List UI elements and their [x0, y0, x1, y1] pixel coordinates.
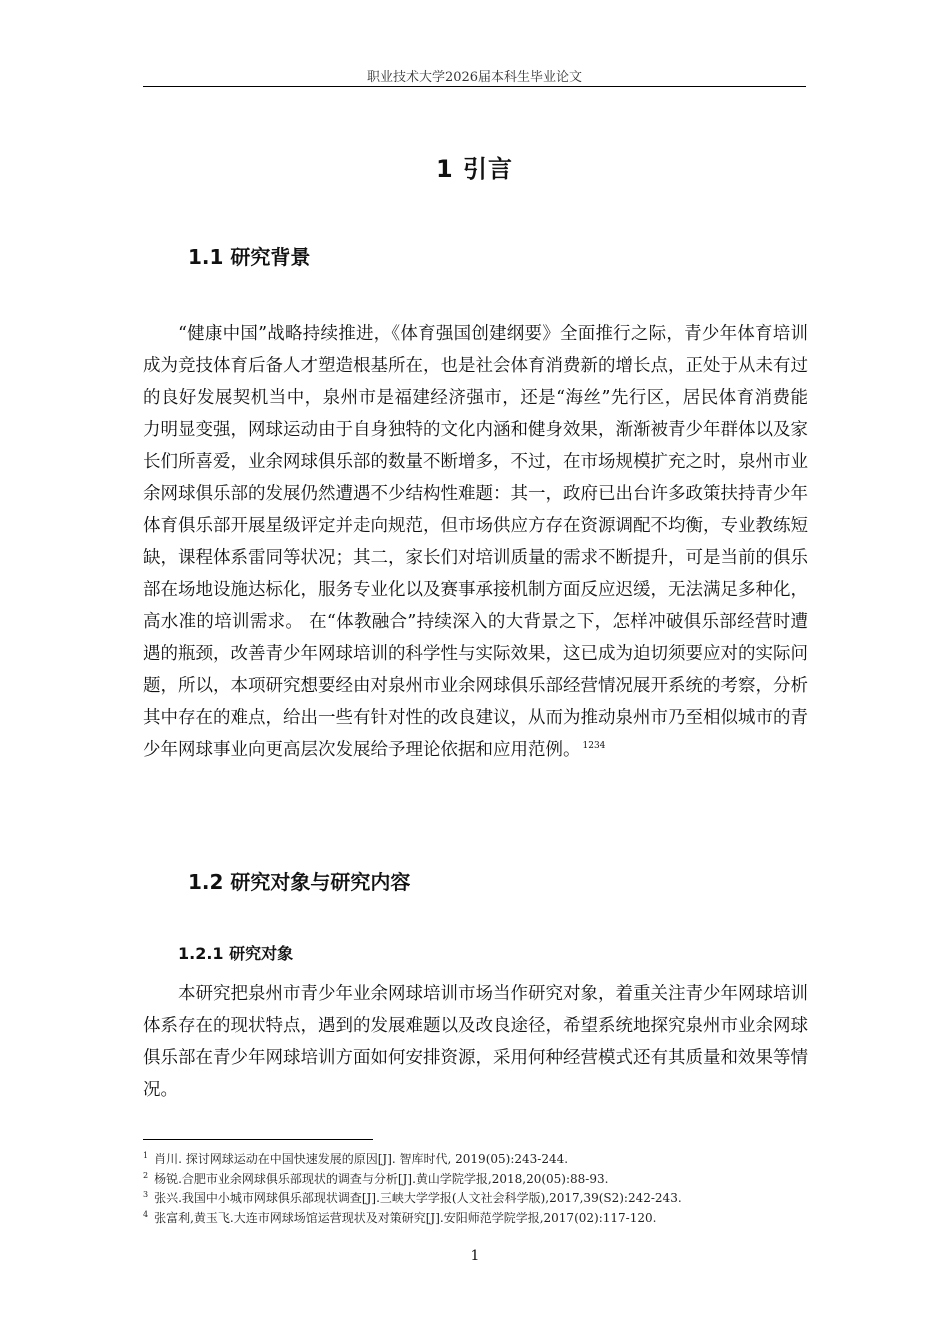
section-heading-1-2: 1.2 研究对象与研究内容: [188, 870, 411, 894]
running-header: 职业技术大学2026届本科生毕业论文: [366, 70, 583, 85]
footnote-item: [143, 1189, 808, 1209]
research-object-paragraph: 本研究把泉州市青少年业余网球培训市场当作研究对象，着重关注青少年网球培训体系存在的现状特点，遇到的发展难题以及改良途径，希望系统地探究泉州市业余网球俱乐部在青少年网球培训方面如何安排资源，采用何种经营模式还有其质量和效果等情况。: [143, 984, 808, 1100]
footnote-item: [143, 1209, 808, 1229]
chapter-title: 1 引言: [435, 155, 514, 183]
footnotes-list: [143, 1150, 808, 1228]
footnote-mark: 4: [143, 1209, 149, 1219]
footnote-text: 张兴.我国中小城市网球俱乐部现状调查[J].三峡大学学报(人文社会科学版),2017,39(S2):242-243.: [154, 1191, 682, 1205]
background-paragraph-text: “健康中国”战略持续推进，《体育强国创建纲要》全面推行之际，青少年体育培训成为竞技体育后备人才塑造根基所在，也是社会体育消费新的增长点，正处于从未有过的良好发展契机当中，泉州市是福建经济强市，还是“海丝”先行区，居民体育消费能力明显变强，网球运动由于自身独特的文化内涵和健身效果，渐渐被青少年群体以及家长们所喜爱，业余网球俱乐部的数量不断增多，不过，在市场规模扩充之时，泉州市业余网球俱乐部的发展仍然遭遇不少结构性难题：其一，政府已出台许多政策扶持青少年体育俱乐部开展星级评定并走向规范，但市场供应方存在资源调配不均衡，专业教练短缺，课程体系雷同等状况；其二，家长们对培训质量的需求不断提升，可是当前的俱乐部在场地设施达标化，服务专业化以及赛事承接机制方面反应迟缓，无法满足多种化，高水准的培训需求。 在“体教融合”持续深入的大背景之下，怎样冲破俱乐部经营时遭遇的瓶颈，改善青少年网球培训的科学性与实际效果，这已成为迫切须要应对的实际问题，所以，本项研究想要经由对泉州市业余网球俱乐部经营情况展开系统的考察，分析其中存在的难点，给出一些有针对性的改良建议，从而为推动泉州市乃至相似城市的青少年网球事业向更高层次发展给予理论依据和应用范例。: [143, 324, 808, 760]
footnote-mark: 1: [143, 1151, 149, 1160]
footnote-mark: 3: [143, 1190, 149, 1199]
footnote-text: 肖川. 探讨网球运动在中国快速发展的原因[J]. 智库时代, 2019(05):243-244.: [154, 1152, 569, 1166]
footnote-item: [143, 1150, 808, 1170]
footnote-refs: 1234: [582, 741, 606, 751]
footnote-item: [143, 1170, 808, 1190]
footnote-mark: 2: [143, 1170, 149, 1180]
page-number: 1: [470, 1248, 480, 1264]
footnote-separator: [143, 1139, 373, 1140]
header-rule: [143, 86, 806, 87]
section-heading-1-1: 1.1 研究背景: [188, 245, 311, 269]
background-paragraph: [143, 318, 808, 766]
footnote-text: 张富利,黄玉飞.大连市网球场馆运营现状及对策研究[J].安阳师范学院学报,2017(02):117-120.: [154, 1210, 657, 1225]
subsection-heading-1-2-1: 1.2.1 研究对象: [178, 944, 294, 963]
footnote-text: 杨锐.合肥市业余网球俱乐部现状的调查与分析[J].黄山学院学报,2018,20(05):88-93.: [154, 1171, 609, 1186]
